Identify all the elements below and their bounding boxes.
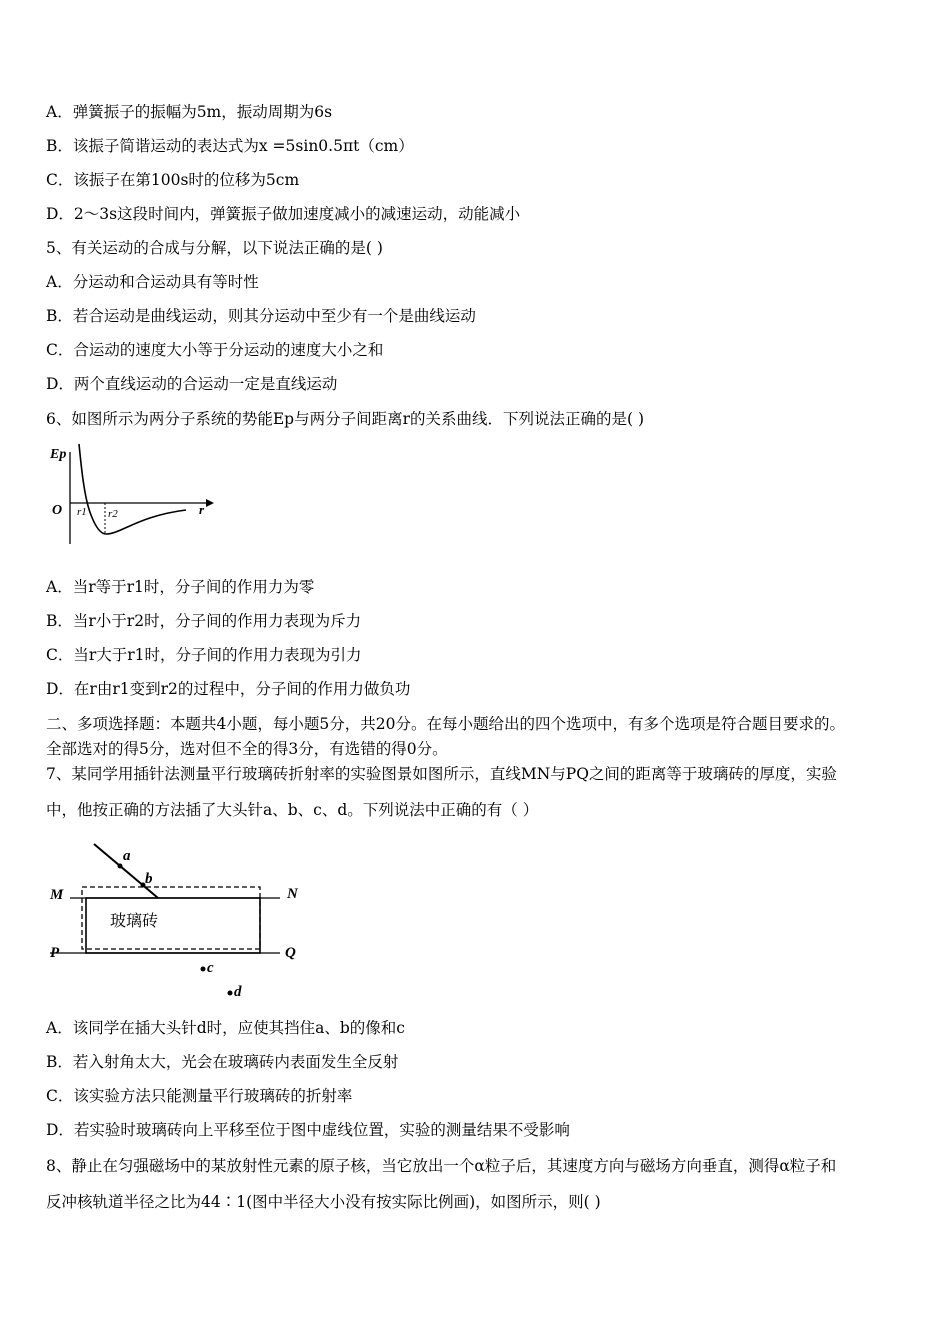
pin-d-label: d — [234, 984, 242, 1000]
pin-a-dot — [118, 864, 123, 869]
label-n: N — [287, 886, 298, 902]
graph-curve — [79, 444, 186, 534]
label-q: Q — [285, 945, 296, 961]
glass-brick-diagram — [44, 838, 314, 1008]
q5-option-d: D．两个直线运动的合运动一定是直线运动 — [46, 375, 338, 393]
q4-option-a: A．弹簧振子的振幅为5m，振动周期为6s — [46, 103, 333, 121]
q7-stem-line1: 7、某同学用插针法测量平行玻璃砖折射率的实验图景如图所示，直线MN与PQ之间的距离等于玻璃砖的厚度，实验 — [46, 765, 837, 783]
label-m: M — [50, 887, 64, 903]
q5-option-a: A．分运动和合运动具有等时性 — [46, 273, 259, 291]
graph-r2-label: r2 — [108, 508, 118, 520]
q5-option-c: C．合运动的速度大小等于分运动的速度大小之和 — [46, 341, 384, 359]
q6-option-b: B．当r小于r2时，分子间的作用力表现为斥力 — [46, 612, 362, 630]
q7-option-d: D．若实验时玻璃砖向上平移至位于图中虚线位置，实验的测量结果不受影响 — [46, 1121, 570, 1139]
q7-stem-line2: 中，他按正确的方法插了大头针a、b、c、d。下列说法中正确的有（ ） — [46, 801, 539, 819]
q4-option-c: C．该振子在第100s时的位移为5cm — [46, 171, 300, 189]
dashed-glass-outline — [82, 887, 260, 949]
graph-x-arrow-icon — [206, 499, 214, 507]
q5-option-b: B．若合运动是曲线运动，则其分运动中至少有一个是曲线运动 — [46, 307, 476, 325]
q8-stem-line1: 8、静止在匀强磁场中的某放射性元素的原子核，当它放出一个α粒子后，其速度方向与磁场方向垂直，测得α粒子和 — [46, 1157, 837, 1175]
q4-option-d: D．2～3s这段时间内，弹簧振子做加速度减小的减速运动，动能减小 — [46, 205, 521, 223]
pin-c-label: c — [207, 960, 214, 976]
q6-option-c: C．当r大于r1时，分子间的作用力表现为引力 — [46, 646, 362, 664]
section2-line1: 二、多项选择题：本题共4小题，每小题5分，共20分。在每小题给出的四个选项中，有多个选项是符合题目要求的。 — [46, 715, 845, 733]
q6-stem: 6、如图所示为两分子系统的势能Ep与两分子间距离r的关系曲线．下列说法正确的是( ) — [46, 410, 645, 428]
section2-line2: 全部选对的得5分，选对但不全的得3分，有选错的得0分。 — [46, 740, 448, 758]
graph-r1-label: r1 — [77, 506, 87, 518]
graph-x-axis-label: r — [199, 502, 205, 517]
graph-origin-label: O — [52, 503, 63, 518]
q8-stem-line2: 反冲核轨道半径之比为44∶1(图中半径大小没有按实际比例画)，如图所示，则( ) — [46, 1193, 601, 1211]
q5-stem: 5、有关运动的合成与分解，以下说法正确的是( ) — [46, 239, 383, 257]
q6-option-d: D．在r由r1变到r2的过程中，分子间的作用力做负功 — [46, 680, 411, 698]
q7-option-c: C．该实验方法只能测量平行玻璃砖的折射率 — [46, 1087, 353, 1105]
q7-option-a: A．该同学在插大头针d时，应使其挡住a、b的像和c — [46, 1019, 405, 1037]
pin-c-dot — [201, 967, 206, 972]
label-p: P — [50, 945, 60, 961]
pin-d-dot — [228, 991, 233, 996]
glass-brick-label: 玻璃砖 — [110, 913, 159, 930]
potential-energy-graph — [46, 440, 216, 550]
graph-y-axis-label: Ep — [50, 447, 67, 462]
q7-option-b: B．若入射角太大，光会在玻璃砖内表面发生全反射 — [46, 1053, 399, 1071]
q4-option-b: B．该振子简谐运动的表达式为x =5sin0.5πt（cm） — [46, 137, 414, 155]
pin-a-label: a — [123, 848, 131, 864]
q6-option-a: A．当r等于r1时，分子间的作用力为零 — [46, 578, 315, 596]
pin-b-label: b — [145, 871, 153, 887]
